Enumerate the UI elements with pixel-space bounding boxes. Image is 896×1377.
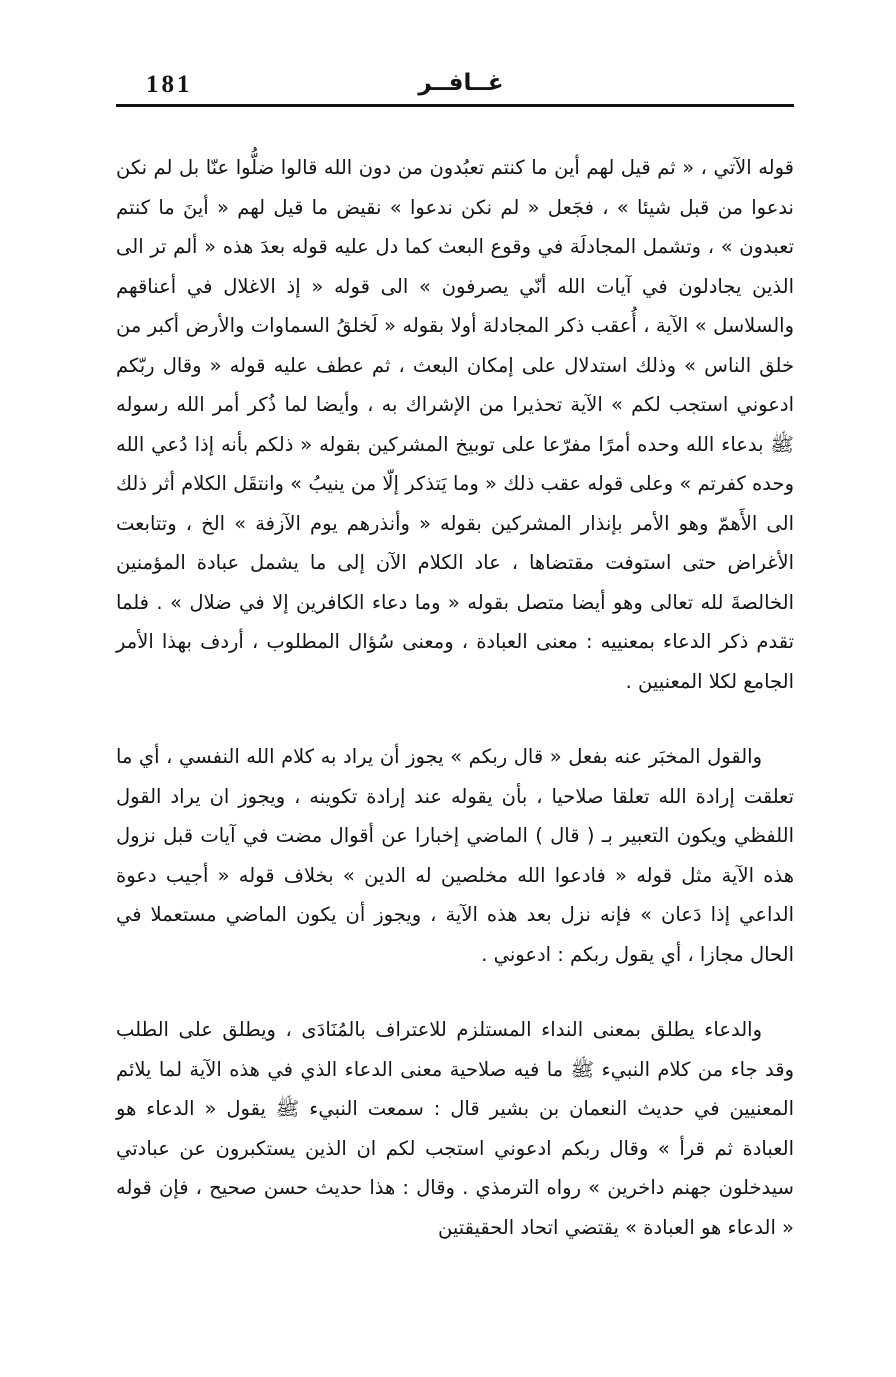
page-header <box>116 66 794 106</box>
page-body <box>116 148 794 1247</box>
running-title: غــافــر <box>418 70 504 96</box>
header-rule <box>116 104 794 107</box>
paragraph-1: قوله الآتي ، « ثم قيل لهم أين ما كنتم تعبُدون من دون الله قالوا ضلُّوا عنّا بل لم نكن ندعوا من قبل شيئا » ، فجَعل « لم نكن ندعوا » نقيض ما قيل لهم « أينَ ما كنتم تعبدون » ، وتشمل المجادلَة في وقوع البعث كما دل عليه قوله بعدَ هذه « ألم تر الى الذين يجادلون في آيات الله أنّي يصرفون » الى قوله « إذ الاغلال في أعناقهم والسلاسل » الآية ، أُعقب ذكر المجادلة أولا بقوله « لَخلقُ السماوات والأرض أكبر من خلق الناس » وذلك استدلال على إمكان البعث ، ثم عطف عليه قوله « وقال ربّكم ادعوني استجب لكم » الآية تحذيرا من الإشراك به ، وأيضا لما ذُكر أمر الله رسوله ﷺ بدعاء الله وحده أمرًا مفرّعا على توبيخ المشركين بقوله « ذلكم بأنه إذا دُعي الله وحده كفرتم » وعلى قوله عقب ذلك « وما يَتذكر إلّا من ينيبُ » وانتقَل الكلام أثر ذلك الى الأَهمّ وهو الأمر بإنذار المشركين بقوله « وأنذرهم يوم الآزفة » الخ ، وتتابعت الأغراض حتى استوفت مقتضاها ، عاد الكلام الآن إلى ما يشمل عبادة المؤمنين الخالصةَ لله تعالى وهو أيضا متصل بقوله « وما دعاء الكافرين إلا في ضلال » . فلما تقدم ذكر الدعاء بمعنييه : معنى العبادة ، ومعنى سُؤال المطلوب ، أردف بهذا الأمر الجامع لكلا المعنيين . <box>116 156 794 693</box>
page-number: 181 <box>146 71 193 98</box>
paragraph-2: والقول المخبَر عنه بفعل « قال ربكم » يجوز أن يراد به كلام الله النفسي ، أي ما تعلقت إرادة الله تعلقا صلاحيا ، بأن يقوله عند إرادة تكوينه ، ويجوز ان يراد القول اللفظي ويكون التعبير بـ ( قال ) الماضي إخبارا عن أقوال مضت في آيات قبل نزول هذه الآية مثل قوله « فادعوا الله مخلصين له الدين » بخلاف قوله « أجيب دعوة الداعي إذا دَعان » فإنه نزل بعد هذه الآية ، ويجوز أن يكون الماضي مستعملا في الحال مجازا ، أي يقول ربكم : ادعوني . <box>116 745 794 966</box>
paragraph-3: والدعاء يطلق بمعنى النداء المستلزم للاعتراف بالمُنَادَى ، ويطلق على الطلب وقد جاء من كلام النبيء ﷺ ما فيه صلاحية معنى الدعاء الذي في هذه الآية لما يلائم المعنيين في حديث النعمان بن بشير قال : سمعت النبيء ﷺ يقول « الدعاء هو العبادة ثم قرأ » وقال ربكم ادعوني استجب لكم ان الذين يستكبرون عن عبادتي سيدخلون جهنم داخرين » رواه الترمذي . وقال : هذا حديث حسن صحيح ، فإن قوله « الدعاء هو العبادة » يقتضي اتحاد الحقيقتين <box>116 1018 794 1239</box>
